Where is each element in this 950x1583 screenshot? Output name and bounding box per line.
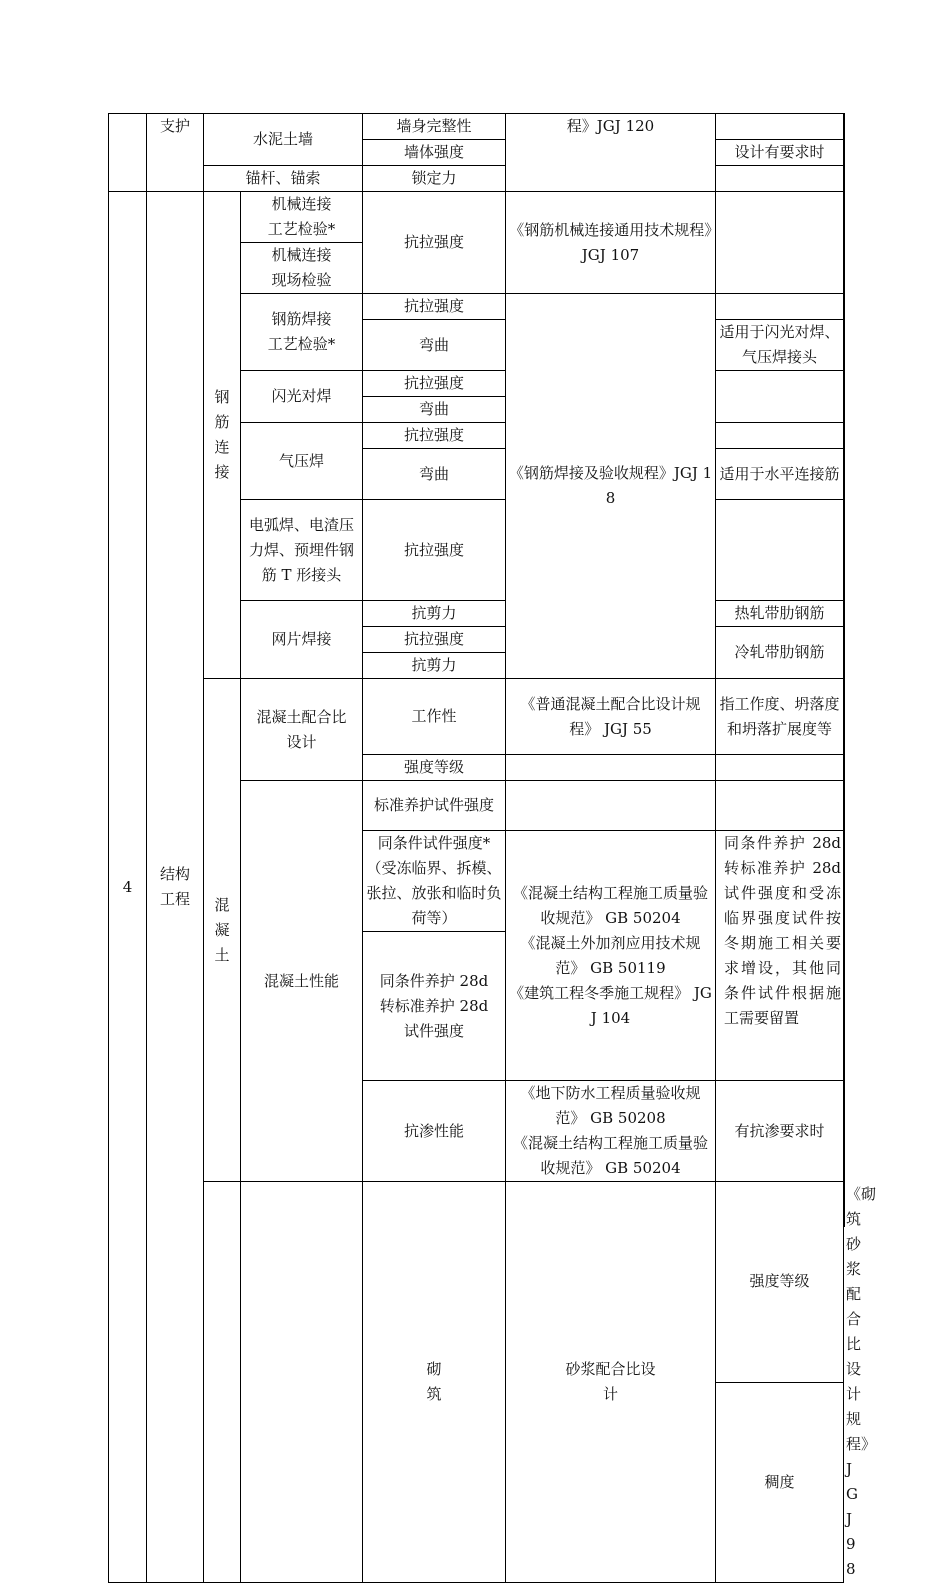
note-cell: 指工作度、坍落度和坍落扩展度等: [716, 679, 844, 755]
param-cell: 弯曲: [363, 320, 506, 371]
param-cell: 抗拉强度: [363, 627, 506, 653]
param-cell: 弯曲: [363, 449, 506, 500]
item-cell: 混凝土性能: [241, 781, 363, 1182]
standard-cell: 程》JGJ 120: [506, 114, 716, 192]
param-cell: 工作性: [363, 679, 506, 755]
item-cell: 电弧焊、电渣压力焊、预埋件钢筋 T 形接头: [241, 500, 363, 601]
standard-cell: [506, 781, 716, 831]
item-cell: 混凝土配合比 设计: [241, 679, 363, 781]
seq-cell-blank: [204, 1182, 241, 1583]
param-cell: 墙体强度: [363, 140, 506, 166]
item-cell: 气压焊: [241, 423, 363, 500]
note-cell: 热轧带肋钢筋: [716, 601, 844, 627]
param-cell: 抗拉强度: [363, 371, 506, 397]
note-cell: 冷轧带肋钢筋: [716, 627, 844, 679]
note-cell: [716, 114, 844, 140]
group-cell: 钢 筋 连 接: [204, 192, 241, 679]
param-cell: 抗拉强度: [363, 294, 506, 320]
note-cell: 同条件养护 28d 转标准养护 28d 试件强度和受冻临界强度试件按冬期施工相关要求增设，其他同条件试件根据施工需要留置: [716, 831, 844, 1081]
note-cell: [716, 423, 844, 449]
standards-table: 支护 水泥土墙 墙身完整性 程》JGJ 120 墙体强度 设计有要求时 锚杆、锚索 锁定力 4 结构 工程 钢 筋 连 接 机械连接 工艺检验* 抗拉强度 《钢筋机械连接通用技术规程》JGJ 107 机械连接 现场检验 钢筋焊接 工艺检验* 抗拉强度 《钢筋焊接及验收规程》JGJ 18 弯曲 适用于闪光对焊、气压焊接头 闪光对焊 抗拉强度 弯曲 气压焊 抗拉强度 弯曲 适用于水平连接筋 电弧焊、电渣压力焊、预埋件钢筋 T 形接头 抗拉强度 网片焊接 抗剪力 热轧带肋钢筋 抗拉强度 冷轧带肋钢筋 抗剪力 混 凝 土 混凝土配合比 设计 工作性 《普通混凝土配合比设计规程》 JGJ 55 指工作度、坍落度和坍落扩展度等 强度等级 混凝土性能 标准养护试件强度 同条件试件强度*（受冻临界、拆模、张拉、放张和临时负荷等） 《混凝土结构工程施工质量验收规范》 GB 50204 《混凝土外加剂应用技术规范》 GB 50119 《建筑工程冬季施工规程》 JGJ 104 同条件养护 28d 转标准养护 28d 试件强度和受冻临界强度试件按冬期施工相关要求增设，其他同条件试件根据施工需要留置 同条件养护 28d 转标准养护 28d 试件强度 抗渗性能 《地下防水工程质量验收规范》 GB 50208 《混凝土结构工程施工质量验收规范》 GB 50204 有抗渗要求时 砌 筑 砂浆配合比设 计 强度等级 《砌筑砂浆配合比设计规程》JGJ 98 稠度: [108, 113, 844, 1583]
param-cell: 标准养护试件强度: [363, 781, 506, 831]
note-cell: 适用于闪光对焊、气压焊接头: [716, 320, 844, 371]
standard-cell: [506, 755, 716, 781]
category-cell: 支护: [147, 114, 204, 192]
param-cell: 锁定力: [363, 166, 506, 192]
seq-number-cell: 4: [109, 192, 147, 1583]
group-cell: 砌 筑: [363, 1182, 506, 1583]
param-cell: 同条件养护 28d 转标准养护 28d 试件强度: [363, 932, 506, 1081]
param-cell: 抗拉强度: [363, 500, 506, 601]
item-cell: 闪光对焊: [241, 371, 363, 423]
param-cell: 抗渗性能: [363, 1081, 506, 1182]
item-cell: 水泥土墙: [204, 114, 363, 166]
item-cell: 机械连接 现场检验: [241, 243, 363, 294]
item-cell: 网片焊接: [241, 601, 363, 679]
note-cell: 设计有要求时: [716, 140, 844, 166]
note-cell: [716, 166, 844, 192]
param-cell: 强度等级: [363, 755, 506, 781]
item-cell: 机械连接 工艺检验*: [241, 192, 363, 243]
item-cell: 锚杆、锚索: [204, 166, 363, 192]
param-cell: 抗剪力: [363, 601, 506, 627]
param-cell: 抗拉强度: [363, 423, 506, 449]
standard-cell: 《钢筋机械连接通用技术规程》JGJ 107: [506, 192, 716, 294]
param-cell: 墙身完整性: [363, 114, 506, 140]
seq-cell-blank: [109, 114, 147, 192]
item-cell: 钢筋焊接 工艺检验*: [241, 294, 363, 371]
param-cell: 抗剪力: [363, 653, 506, 679]
note-cell: [716, 192, 844, 294]
standard-cell: 《钢筋焊接及验收规程》JGJ 18: [506, 294, 716, 679]
param-cell: 稠度: [716, 1382, 844, 1583]
standard-cell: 《地下防水工程质量验收规范》 GB 50208 《混凝土结构工程施工质量验收规范》 GB 50204: [506, 1081, 716, 1182]
param-cell: 弯曲: [363, 397, 506, 423]
standard-cell: 《普通混凝土配合比设计规程》 JGJ 55: [506, 679, 716, 755]
note-cell: [716, 781, 844, 831]
category-cell-blank: [241, 1182, 363, 1583]
note-cell: [716, 371, 844, 423]
note-cell: [716, 755, 844, 781]
param-cell: 强度等级: [716, 1182, 844, 1383]
item-cell: 砂浆配合比设 计: [506, 1182, 716, 1583]
category-cell: 结构 工程: [147, 192, 204, 1583]
table-right-border: [843, 113, 845, 1227]
standard-cell: 《混凝土结构工程施工质量验收规范》 GB 50204 《混凝土外加剂应用技术规范》 GB 50119 《建筑工程冬季施工规程》 JGJ 104: [506, 831, 716, 1081]
note-cell: [716, 500, 844, 601]
group-cell: 混 凝 土: [204, 679, 241, 1182]
param-cell: 同条件试件强度*（受冻临界、拆模、张拉、放张和临时负荷等）: [363, 831, 506, 932]
note-cell: 适用于水平连接筋: [716, 449, 844, 500]
note-cell: [716, 294, 844, 320]
param-cell: 抗拉强度: [363, 192, 506, 294]
note-cell: 有抗渗要求时: [716, 1081, 844, 1182]
